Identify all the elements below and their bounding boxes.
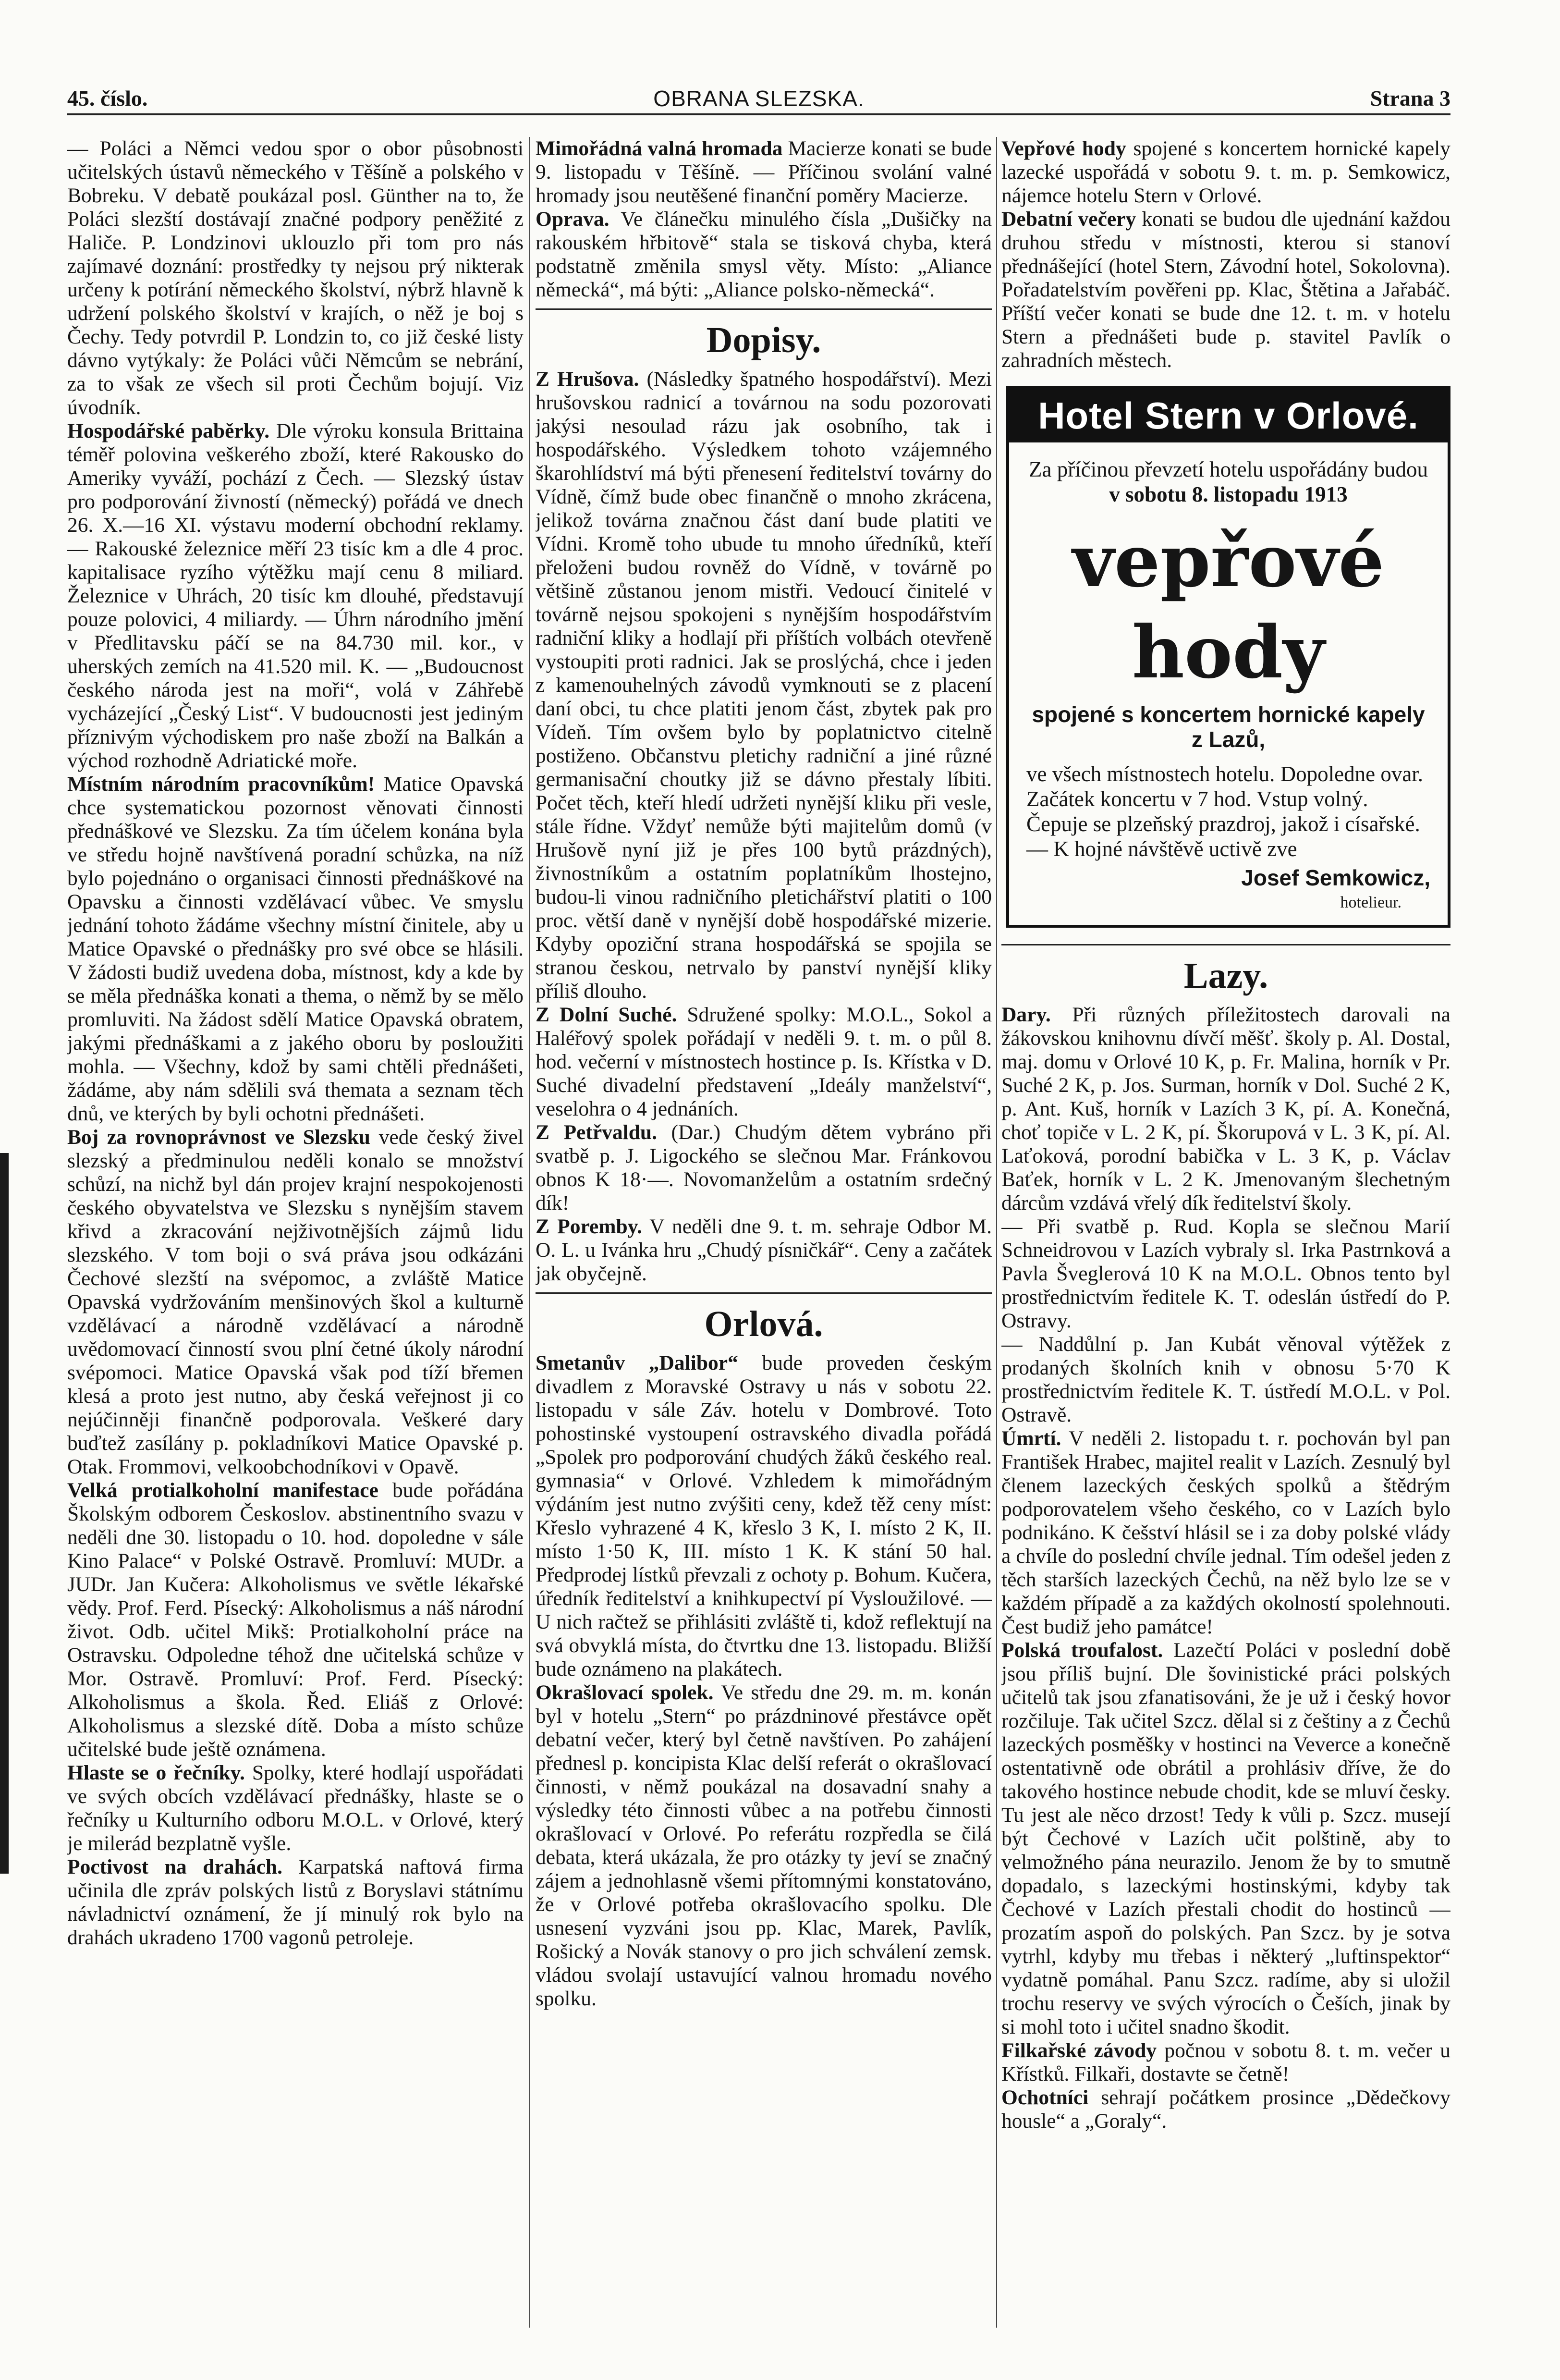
article-list xyxy=(1001,137,1450,372)
article-paragraph xyxy=(536,1681,992,2011)
article-text: spojené s koncertem hornické kapely lazecké uspořádá v sobotu 9. t. m. p. Semkowicz, nájemce hotelu Stern v Orlové. xyxy=(1001,137,1450,207)
article-lead: Boj za rovnoprávnost ve Slezsku xyxy=(67,1126,370,1149)
article-paragraph xyxy=(1001,2086,1450,2133)
article-text: Lazečtí Poláci v poslední době jsou příliš bujní. Dle šovinistické práci polských učitelů tak jsou zfanatisováni, že je už i český hovor rozčiluje. Tak učitel Szcz. dělal si z češtiny a z Čechů lazeckých posměšky v hostinci na Veverce a konečně ostentativně ode obrátil a prohlásiv dříve, že do takového hostince nebude chodit, kde se mluví česky. Tu jest ale něco drzost! Tedy k vůli p. Szcz. musejí být Čechové v Lazích učit polštině, aby to velmožného pána neurazilo. Jenom že by to smutně dopadalo, s lazeckými hostinskými, kdyby tak Čechové v Lazích přestali chodit do hostinců — prozatím aspoň do polských. Pan Szcz. by je sotva vytrhl, kdyby mu třebas i některý „luftinspektor“ vydatně pomáhal. Panu Szcz. radíme, aby si uložil trochu reservy ve svých výrocích o Češích, jinak by si mohl toto i učitel snadno škodit. xyxy=(1001,1639,1450,2038)
ad-intro-text: Za příčinou převzetí hotelu uspořádány budou xyxy=(1028,457,1428,481)
article-lead: Ochotníci xyxy=(1001,2086,1089,2109)
article-paragraph xyxy=(67,137,524,419)
ad-text: ve všech místnostech hotelu. Dopoledne ovar. Začátek koncertu v 7 hod. Vstup volný. Čepuje se plzeňský prazdroj, jakož i císařské. — K hojné návštěvě uctivě zve xyxy=(1026,762,1424,861)
article-text: vede český živel slezský a předminulou neděli konalo se množství schůzí, na nichž byl dán projev krajní nespokojenosti českého obyvatelstva ve Slezsku s nynějším stavem křivd a zkracování nejživotnějších zájmů lidu slezského. V tom boji o svá práva jsou odkázáni Čechové slezští na svépomoc, a zvláště Matice Opavská vydržováním menšinových škol a kulturně vzdělávací a národně vzdělávací a národně uvědomovací činností svou plní četné úkoly národní svépomoci. Matice Opavská však pod tíží břemen klesá a proto jest nutno, aby česká veřejnost ji co nejúčinněji finančně podporovala. Veškeré dary buďtež zasílány p. pokladníkovi Matice Opavské p. Otak. Frommovi, velkoobchodníkovi v Opavě. xyxy=(67,1126,524,1478)
article-lead: Smetanův „Dalibor“ xyxy=(536,1351,738,1374)
article-text: — Naddůlní p. Jan Kubát věnoval výtěžek z prodaných školních knih v obnosu 5·70 K prostřednictvím ředitele K. T. ústředí M.O.L. v Pol. Ostravě. xyxy=(1001,1333,1450,1426)
article-paragraph xyxy=(1001,1427,1450,1639)
article-text: Spolky, které hodlají uspořádati ve svých obcích vzdělávací přednášky, hlaste se o řečníky u Kulturního odboru M.O.L. v Orlové, který je milerád bezplatně vyšle. xyxy=(67,1761,524,1855)
article-paragraph xyxy=(536,1121,992,1215)
ad-date: v sobotu 8. listopadu 1913 xyxy=(1109,482,1348,506)
article-text: — Při svatbě p. Rud. Kopla se slečnou Marií Schneidrovou v Lazích vybraly sl. Irka Pastrnková a Pavla Šveglerová 10 K na M.O.L. Obnos tento byl prostřednictvím ředitele K. T. odeslán ústředí do P. Ostravy. xyxy=(1001,1215,1450,1332)
article-lead: Debatní večery xyxy=(1001,208,1136,231)
left-edge-stripe xyxy=(0,1153,9,1874)
article-paragraph xyxy=(1001,208,1450,372)
article-lead: Mimořádná valná hromada xyxy=(536,137,783,160)
ad-title: Hotel Stern v Orlové. xyxy=(1009,389,1448,442)
section-heading-lazy: Lazy. xyxy=(1183,956,1268,996)
article-text: počnou v sobotu 8. t. m. večer u Křístků. Filkaři, dostavte se četně! xyxy=(1001,2039,1450,2086)
article-text: bude proveden českým divadlem z Moravské Ostravy u nás v sobotu 22. listopadu v sále Záv. hotelu v Dombrové. Toto pohostinské vystoupení ostravského divadla pořádá „Spolek pro podporování chudých žáků českého real. gymnasia“ v Orlové. Vzhledem k mimořádným výdáním jest nutno zvýšiti ceny, kdež těž ceny míst: Křeslo vyhrazené 4 K, křeslo 3 K, I. místo 2 K, II. místo 1·50 K, III. místo 1 K. K stání 50 hal. Předprodej lístků převzali z ochoty p. Bohum. Kučera, úředník ředitelství a knihkupectví pí Vysloužilové. — U nich račtež se přihlásiti zvláště ti, kdož reflektují na svá obvyklá místa, do čtvrtku dne 13. listopadu. Bližší bude oznámeno na plakátech. xyxy=(536,1351,992,1681)
article-lead: Z Dolní Suché. xyxy=(536,1003,677,1026)
article-lead: Hospodářské paběrky. xyxy=(67,419,270,442)
article-paragraph xyxy=(67,419,524,773)
article-text: konati se budou dle ujednání každou druhou středu v místnosti, kterou si stanoví přednášející (hotel Stern, Závodní hotel, Sokolovna). Pořadatelstvím pověřeni pp. Klac, Štětina a Jařabáč. Příští večer konati se bude dne 12. t. m. v hotelu Stern a přednášeti bude p. stavitel Pavlík o zahradních městech. xyxy=(1001,208,1450,372)
ad-signature: Josef Semkowicz, xyxy=(1241,865,1430,890)
column-divider xyxy=(996,137,997,2328)
article-list xyxy=(536,368,992,1286)
article-list xyxy=(67,137,524,1950)
newspaper-title: OBRANA SLEZSKA. xyxy=(653,86,865,111)
ad-headline: vepřové hody xyxy=(1072,519,1385,695)
section-rule xyxy=(536,308,992,310)
article-paragraph xyxy=(67,773,524,1126)
article-lead: Filkařské závody xyxy=(1001,2039,1157,2062)
article-text: V neděli 2. listopadu t. r. pochován byl pan František Hrabec, majitel realit v Lazích. Zesnulý byl členem lazeckých českých spolků a štědrým podporovatelem všeho českého, co v Lazích bylo podnikáno. K češství hlásil se i za doby polské vlády a chvíle do poslední chvíle jednal. Tím odešel jeden z těch starších lazeckých Čechů, na něž bylo lze se v každém případě a za každých okolností spolehnouti. Čest budiž jeho památce! xyxy=(1001,1427,1450,1638)
article-lead: Vepřové hody xyxy=(1001,137,1126,160)
ad-subtitle: spojené s koncertem hornické kapely z Lazů, xyxy=(1032,702,1425,752)
article-paragraph xyxy=(1001,1333,1450,1427)
article-lead: Okrašlovací spolek. xyxy=(536,1681,714,1704)
section-heading-orlova: Orlová. xyxy=(704,1304,823,1344)
article-paragraph xyxy=(1001,1003,1450,1215)
issue-number: 45. číslo. xyxy=(67,86,148,110)
article-paragraph xyxy=(536,208,992,302)
hotel-advertisement xyxy=(1006,386,1450,928)
ad-intro xyxy=(1026,457,1430,507)
article-lead: Z Petřvaldu. xyxy=(536,1121,657,1144)
column-2 xyxy=(536,137,992,2328)
ad-body xyxy=(1009,442,1448,915)
article-text: Ve středu dne 29. m. m. konán byl v hotelu „Stern“ po prázdninové přestávce opět debatní večer, který byl četně navštíven. Po zahájení přednesl p. koncipista Klac delší referát o okrašlovací činnosti, v němž poukázal na dosavadní snahy a výsledky této činnosti vůbec a na potřebu činnosti okrašlovací v Orlové. Po referátu rozpředla se čilá debata, která ukázala, že pro otázky ty jeví se značný zájem a jednohlasně všemi přítomnými konstatováno, že v Orlové potřeba okrašlovacího spolku. Dle usnesení vyzváni jsou pp. Klac, Marek, Pavlík, Rošický a Novák stanovy o pro jich schválení zemsk. vládou svolají ustavující valnou hromadu nového spolku. xyxy=(536,1681,992,2010)
article-text: (Následky špatného hospodářství). Mezi hrušovskou radnicí a továrnou na sodu pozorovati jakýsi nesoulad rázu jak osobního, tak i hospodářského. Výsledkem tohoto vzájemného škarohlídství má býti přenesení ředitelství továrny do Vídně, čímž bude obec finančně o mnoho zkrácena, jelikož továrna značnou část daní bude platiti ve Vídni. Kromě toho ubude tu mnoho úředníků, kteří přeloženi budou rovněž do Vídně, v továrně po většině zůstanou jenom mistři. Vedoucí činitelé v továrně nejsou spokojeni s nynějším hospodářstvím radniční kliky a hodlají při příštích volbách otevřeně vystoupiti proti radnici. Jak se proslýchá, chce i jeden z kamenouhelných závodů vymknouti se z placení daní obci, tu chce platiti jenom část, zbytek pak pro Vídeň. Tím ovšem bylo by poplatnictvo citelně postiženo. Občanstvu pletichy radniční a jiné různé germanisační choutky již se dávno přestaly líbiti. Počet těch, kteří hledí udržeti nynější kliku při vesle, stále řídne. Vždyť nemůže býti majitelům domů (v Hrušově nyní již je přes 100 bytů prázdných), živnostníkům a ostatním poplatníkům lhostejno, budou-li vinou radničního pletichářství platiti o 100 proc. větší daně v nynější době hospodářské mizerie. Kdyby opoziční strana hospodářská se spojila se stranou českou, netrvalo by panství nynější kliky příliš dlouho. xyxy=(536,368,992,1003)
article-list xyxy=(536,1351,992,2011)
column-3 xyxy=(1001,137,1450,2328)
article-text: V neděli dne 9. t. m. sehraje Odbor M. O. L. u Ivánka hru „Chudý písničkář“. Ceny a začátek jak obyčejně. xyxy=(536,1215,992,1285)
article-text: Ve článečku minulého čísla „Dušičky na rakouském hřbitově“ stala se tisková chyba, která podstatně změnila smysl věty. Místo: „Aliance německá“, má býti: „Aliance polsko-německá“. xyxy=(536,208,992,301)
article-text: sehrají počátkem prosince „Dědečkovy housle“ a „Goraly“. xyxy=(1001,2086,1450,2133)
page-number: Strana 3 xyxy=(1370,86,1450,110)
article-lead: Velká protialkoholní manifestace xyxy=(67,1479,378,1502)
ad-signature-role: hotelieur. xyxy=(1340,894,1402,911)
article-paragraph xyxy=(536,1215,992,1286)
article-list xyxy=(1001,1003,1450,2133)
article-lead: Poctivost na drahách. xyxy=(67,1855,282,1878)
article-paragraph xyxy=(1001,1215,1450,1333)
article-lead: Hlaste se o řečníky. xyxy=(67,1761,245,1784)
article-lead: Polská troufalost. xyxy=(1001,1639,1163,1662)
article-text: bude pořádána Školským odborem Českoslov. abstinentního svazu v neděli dne 30. listopadu o 10. hod. dopoledne v sále Kino Palace“ v Polské Ostravě. Promluví: MUDr. a JUDr. Jan Kučera: Alkoholismus ve světle lékařské vědy. Prof. Ferd. Písecký: Alkoholismus a náš národní život. Odb. učitel Mikš: Protialkoholní práce na Ostravsku. Odpoledne téhož dne učitelská schůze v Mor. Ostravě. Promluví: Prof. Ferd. Písecký: Alkoholismus a škola. Řed. Eliáš z Orlové: Alkoholismus a slezské dítě. Doba a místo schůze učitelské bude ještě oznámena. xyxy=(67,1479,524,1761)
section-rule xyxy=(1001,944,1450,945)
article-paragraph xyxy=(67,1479,524,1761)
article-lead: Z Poremby. xyxy=(536,1215,642,1238)
header-rule xyxy=(67,113,1450,115)
article-lead: Místním národním pracovníkům! xyxy=(67,773,375,796)
article-lead: Z Hrušova. xyxy=(536,368,639,391)
article-text: Macierze konati se bude 9. listopadu v Těšíně. — Příčinou svolání valné hromady jsou neutěšené finanční poměry Macierze. xyxy=(536,137,992,207)
article-paragraph xyxy=(1001,1639,1450,2039)
article-paragraph xyxy=(536,368,992,1003)
article-text: Matice Opavská chce systematickou pozornost věnovati činnosti přednáškové ve Slezsku. Za tím účelem konána byla ve středu hojně navštívená poradní schůzka, na níž bylo pojednáno o organisaci činnosti přednáškové na Opavsku a činnosti vzdělávací vůbec. Ve smyslu jednání tohoto žádáme všechny místní činitele, aby u Matice Opavské o přednášky pro své obce se hlásili. V žádosti budiž uvedena doba, místnost, kdy a kde by se měla přednáška konati a thema, o němž by se mělo promluviti. Na žádost sdělí Matice Opavská obratem, jakými přednáškami a z jakého oboru by posloužiti mohla. — Všechny, kdož by sami chtěli přednášeti, žádáme, aby nám sdělili svá themata a seznam těch dnů, ve kterých by byli ochotni přednášeti. xyxy=(67,773,524,1125)
article-text: (Dar.) Chudým dětem vybráno při svatbě p. J. Ligockého se slečnou Mar. Fránkovou obnos K 18·—. Novomanželům a ostatním srdečný dík! xyxy=(536,1121,992,1215)
article-paragraph xyxy=(1001,2039,1450,2086)
article-paragraph xyxy=(536,1003,992,1121)
article-lead: Oprava. xyxy=(536,208,609,231)
article-text: Karpatská naftová firma učinila dle zpráv polských listů z Boryslavi státnímu návladnictví oznámení, že jí minulý rok bylo na drahách ukradeno 1700 vagonů petroleje. xyxy=(67,1855,524,1949)
column-1 xyxy=(67,137,524,2328)
article-text: Sdružené spolky: M.O.L., Sokol a Haléřový spolek pořádají v neděli 9. t. m. o půl 8. hod. večerní v místnostech hostince p. Is. Křístka v D. Suché divadelní představení „Ideály manželství“, veselohra o 4 jednáních. xyxy=(536,1003,992,1120)
article-paragraph xyxy=(67,1761,524,1855)
article-text: — Poláci a Němci vedou spor o obor působnosti učitelských ústavů německého v Těšíně a polského v Bobreku. V debatě poukázal posl. Günther na to, že Poláci slezští dostávají značné podpory peněžité z Haliče. P. Londzinovi uklouzlo při tom pro nás zajímavé doznání: prostředky ty nejsou prý nikterak určeny k potírání německého školství, nýbrž hlavně k udržení polského školství v krajích, o něž je boj s Čechy. Tedy potvrdil P. Londzin to, co již české listy dávno vytýkaly: že Poláci vůči Němcům se nebrání, za to však ze všech sil proti Čechům bojují. Viz úvodník. xyxy=(67,137,524,419)
article-text: Dle výroku konsula Brittaina téměř polovina veškerého zboží, které Rakousko do Ameriky vyváží, pochází z Čech. — Slezský ústav pro podporování živností (německý) pořádá ve dnech 26. X.—16 XI. výstavu moderní obchodní reklamy. — Rakouské železnice měří 23 tisíc km a dle 4 proc. kapitalisace ryzího výtěžku mají cenu 8 miliard. Železnice v Uhrách, 20 tisíc km dlouhé, představují pouze polovici, 4 miliardy. — Úhrn národního jmění v Předlitavsku páčí se na 84.730 mil. kor., v uherských zemích na 41.520 mil. K. — „Budoucnost českého národa jest na moři“, volá v Záhřebě vycházející „Český List“. V budoucnosti jest jediným příznivým východiskem pro naše zboží na Balkán a východ rozhodně Adriatické moře. xyxy=(67,419,524,772)
article-paragraph xyxy=(67,1126,524,1479)
article-paragraph xyxy=(1001,137,1450,208)
article-paragraph xyxy=(536,137,992,208)
section-heading-dopisy: Dopisy. xyxy=(706,320,821,360)
article-paragraph xyxy=(536,1351,992,1681)
article-paragraph xyxy=(67,1855,524,1950)
article-list xyxy=(536,137,992,302)
article-lead: Úmrtí. xyxy=(1001,1427,1061,1450)
article-lead: Dary. xyxy=(1001,1003,1051,1026)
section-rule xyxy=(536,1292,992,1294)
article-text: Při různých příležitostech darovali na žákovskou knihovnu dívčí měšť. školy p. Al. Dostal, maj. domu v Orlové 10 K, p. Fr. Malina, horník v Pr. Suché 2 K, p. Jos. Surman, horník v Dol. Suché 2 K, p. Ant. Kuš, horník v Lazích 3 K, pí. A. Konečná, choť topiče v L. 2 K, pí. Škorupová v L. 3 K, pí. Al. Laťoková, porodní babička v L. 3 K, p. Václav Baťek, horník v L. 2 K. Jmenovaným šlechetným dárcům vzdává vřelý dík ředitelství školy. xyxy=(1001,1003,1450,1215)
column-divider xyxy=(529,137,530,2328)
